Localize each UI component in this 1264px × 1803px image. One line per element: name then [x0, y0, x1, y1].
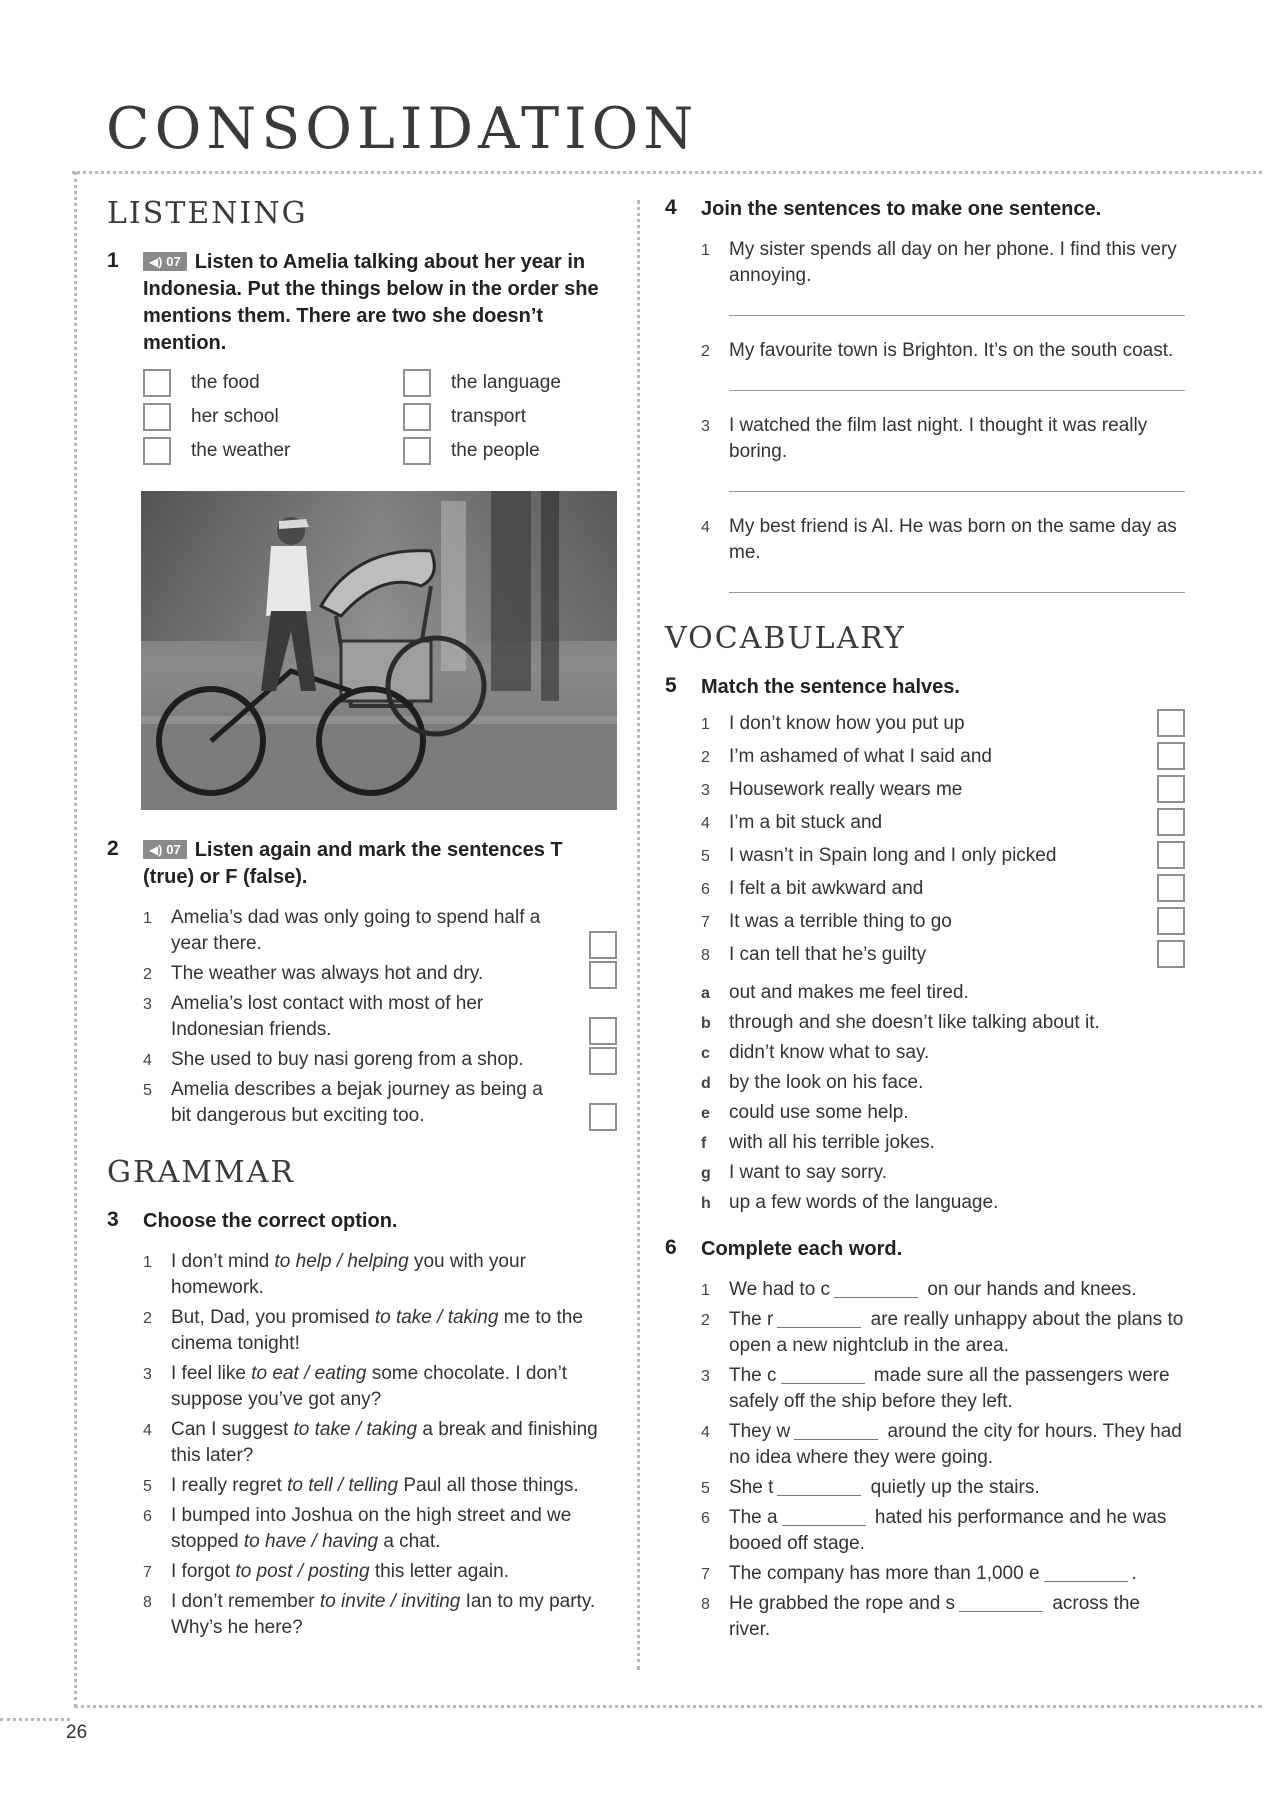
column-divider — [637, 200, 640, 1670]
list-item — [701, 843, 1185, 869]
order-box[interactable] — [143, 369, 171, 397]
tf-box[interactable] — [589, 1047, 617, 1075]
page-number: 26 — [66, 1722, 88, 1743]
item-text: on our hands and knees. — [922, 1279, 1137, 1300]
right-column — [665, 196, 1185, 1647]
exercise-instruction: Match the sentence halves. — [701, 676, 960, 698]
left-column — [107, 196, 617, 1645]
item-letter: d — [701, 1075, 711, 1092]
item-text: I want to say sorry. — [729, 1162, 888, 1183]
exercise-number: 3 — [107, 1208, 119, 1231]
item-text: Housework really wears me — [729, 779, 963, 800]
exercise-1 — [107, 249, 617, 465]
item-text: It was a terrible thing to go — [729, 911, 952, 932]
instruction-text: Listen to Amelia talking about her year in Indonesia. Put the things below in the order she mentions them. There are two she doesn’t mention. — [143, 251, 599, 354]
list-item — [701, 1160, 1185, 1186]
list-item — [701, 942, 1185, 968]
item-number: 5 — [143, 1082, 152, 1099]
item-text: me to the cinema tonight! — [171, 1307, 583, 1354]
item-text: I’m ashamed of what I said and — [729, 746, 992, 767]
option-item[interactable] — [403, 437, 623, 465]
list-item — [701, 1475, 1185, 1501]
list-item — [143, 1305, 617, 1357]
item-text: I don’t know how you put up — [729, 713, 965, 734]
list-item — [701, 909, 1185, 935]
list-item — [701, 1190, 1185, 1216]
word-blank[interactable] — [777, 1476, 861, 1496]
tf-box[interactable] — [589, 931, 617, 959]
option-choice[interactable]: to eat / eating — [251, 1363, 367, 1384]
item-number: 6 — [143, 1508, 152, 1525]
item-number: 3 — [143, 1366, 152, 1383]
item-number: 2 — [701, 1312, 710, 1329]
item-text: My best friend is Al. He was born on the same day as me. — [729, 516, 1177, 563]
item-text: by the look on his face. — [729, 1072, 924, 1093]
order-box[interactable] — [143, 403, 171, 431]
list-item — [143, 1503, 617, 1555]
item-letter: c — [701, 1045, 710, 1062]
rickshaw-photo — [141, 491, 617, 810]
item-number: 5 — [143, 1478, 152, 1495]
list-item — [143, 1361, 617, 1413]
list-item — [701, 1561, 1185, 1587]
item-text: I felt a bit awkward and — [729, 878, 924, 899]
item-text: around the city for hours. They had no idea where they were going. — [729, 1421, 1182, 1468]
item-number: 4 — [143, 1052, 152, 1069]
option-choice[interactable]: to take / taking — [293, 1419, 418, 1440]
item-number: 1 — [701, 1282, 710, 1299]
option-label: the food — [191, 372, 260, 393]
list-item — [701, 1070, 1185, 1096]
exercise-instruction: Complete each word. — [701, 1238, 903, 1260]
word-blank[interactable] — [781, 1364, 865, 1384]
list-item — [701, 1307, 1185, 1359]
list-item — [701, 1505, 1185, 1557]
match-box[interactable] — [1157, 742, 1185, 770]
item-text: made sure all the passengers were safely off the ship before they left. — [729, 1365, 1170, 1412]
list-item — [701, 1130, 1185, 1156]
list-item — [701, 1100, 1185, 1126]
item-text: could use some help. — [729, 1102, 909, 1123]
option-item[interactable] — [143, 369, 403, 397]
match-box[interactable] — [1157, 841, 1185, 869]
list-item — [143, 1077, 617, 1129]
item-text: I can tell that he’s guilty — [729, 944, 927, 965]
match-box[interactable] — [1157, 775, 1185, 803]
list-item — [701, 876, 1185, 902]
list-item — [701, 514, 1185, 566]
tf-box[interactable] — [589, 1017, 617, 1045]
item-text: The company has more than 1,000 e — [729, 1563, 1040, 1584]
exercise-5 — [665, 674, 1185, 1216]
item-text: But, Dad, you promised — [171, 1307, 375, 1328]
item-number: 3 — [143, 996, 152, 1013]
grammar-list — [143, 1249, 617, 1641]
item-text: Paul all those things. — [398, 1475, 579, 1496]
item-text: She used to buy nasi goreng from a shop. — [171, 1049, 524, 1070]
answer-line[interactable] — [729, 315, 1185, 316]
item-text: He grabbed the rope and s — [729, 1593, 956, 1614]
item-number: 2 — [143, 966, 152, 983]
page-title: CONSOLIDATION — [106, 96, 699, 162]
list-item — [701, 1591, 1185, 1643]
option-choice[interactable]: to post / posting — [235, 1561, 370, 1582]
item-text: They w — [729, 1421, 791, 1442]
item-text: The c — [729, 1365, 777, 1386]
item-number: 3 — [701, 782, 710, 799]
item-number: 7 — [143, 1564, 152, 1581]
list-item — [143, 1589, 617, 1641]
list-item — [143, 961, 617, 987]
item-number: 1 — [143, 1254, 152, 1271]
list-item — [143, 1559, 617, 1585]
option-label: transport — [451, 406, 526, 427]
item-text: I bumped into Joshua on the high street and we stopped — [171, 1505, 572, 1552]
item-text: I really regret — [171, 1475, 288, 1496]
footer-divider — [0, 1718, 70, 1721]
item-text: Ian to my party. Why’s he here? — [171, 1591, 596, 1638]
item-number: 2 — [701, 749, 710, 766]
option-choice[interactable]: to help / helping — [274, 1251, 409, 1272]
item-text: My favourite town is Brighton. It’s on the south coast. — [729, 340, 1174, 361]
item-letter: f — [701, 1135, 707, 1152]
answer-line[interactable] — [729, 491, 1185, 492]
list-item — [143, 1047, 617, 1073]
item-text: hated his performance and he was booed off stage. — [729, 1507, 1167, 1554]
item-text: I don’t mind — [171, 1251, 275, 1272]
item-text: I’m a bit stuck and — [729, 812, 883, 833]
speaker-icon: ◀) — [149, 843, 163, 857]
exercise-4 — [665, 196, 1185, 593]
item-number: 8 — [143, 1594, 152, 1611]
item-text: you with your homework. — [171, 1251, 526, 1298]
item-text: She t — [729, 1477, 774, 1498]
option-grid — [143, 369, 617, 465]
list-item — [143, 1249, 617, 1301]
option-item[interactable] — [403, 369, 623, 397]
option-choice[interactable]: to invite / inviting — [319, 1591, 461, 1612]
item-number: 1 — [701, 716, 710, 733]
item-text: through and she doesn’t like talking about it. — [729, 1012, 1100, 1033]
match-box[interactable] — [1157, 940, 1185, 968]
exercise-6 — [665, 1236, 1185, 1643]
word-blank[interactable] — [1044, 1562, 1128, 1582]
option-item[interactable] — [143, 437, 403, 465]
list-item — [701, 413, 1185, 465]
option-choice[interactable]: to take / taking — [374, 1307, 499, 1328]
item-text: My sister spends all day on her phone. I find this very annoying. — [729, 239, 1177, 286]
answer-line[interactable] — [729, 592, 1185, 593]
item-number: 4 — [701, 815, 710, 832]
grammar-heading: GRAMMAR — [107, 1155, 295, 1190]
item-number: 1 — [701, 242, 710, 259]
word-blank[interactable] — [959, 1592, 1043, 1612]
item-text: this letter again. — [369, 1561, 509, 1582]
item-letter: a — [701, 985, 710, 1002]
match-box[interactable] — [1157, 709, 1185, 737]
left-border — [74, 172, 77, 1707]
listening-heading: LISTENING — [107, 196, 308, 231]
item-letter: h — [701, 1195, 711, 1212]
list-item — [143, 905, 617, 957]
item-letter: b — [701, 1015, 711, 1032]
item-text: I wasn’t in Spain long and I only picked — [729, 845, 1057, 866]
item-letter: e — [701, 1105, 710, 1122]
list-item — [701, 1363, 1185, 1415]
tf-box[interactable] — [589, 1103, 617, 1131]
exercise-instruction — [143, 249, 617, 357]
option-label: the people — [451, 440, 540, 461]
match-box[interactable] — [1157, 874, 1185, 902]
tf-box[interactable] — [589, 961, 617, 989]
exercise-2 — [107, 837, 617, 1129]
option-label: her school — [191, 406, 279, 427]
order-box[interactable] — [403, 403, 431, 431]
option-item[interactable] — [403, 403, 623, 431]
item-number: 4 — [701, 519, 710, 536]
exercise-number: 1 — [107, 249, 119, 272]
second-halves-list — [701, 980, 1185, 1216]
item-number: 2 — [701, 343, 710, 360]
item-number: 4 — [143, 1422, 152, 1439]
item-text: are really unhappy about the plans to open a new nightclub in the area. — [729, 1309, 1184, 1356]
order-box[interactable] — [403, 437, 431, 465]
exercise-number: 5 — [665, 674, 677, 697]
item-number: 7 — [701, 914, 710, 931]
list-item — [701, 1419, 1185, 1471]
match-box[interactable] — [1157, 808, 1185, 836]
exercise-instruction — [143, 837, 617, 891]
option-label: the weather — [191, 440, 291, 461]
item-number: 3 — [701, 418, 710, 435]
item-text: a chat. — [378, 1531, 441, 1552]
bottom-divider — [74, 1705, 1262, 1708]
item-number: 5 — [701, 848, 710, 865]
item-number: 8 — [701, 947, 710, 964]
item-text: up a few words of the language. — [729, 1192, 999, 1213]
item-text: a break and finishing this later? — [171, 1419, 598, 1466]
match-box[interactable] — [1157, 907, 1185, 935]
list-item — [701, 980, 1185, 1006]
word-blank[interactable] — [834, 1278, 918, 1298]
list-item — [701, 777, 1185, 803]
join-list — [701, 237, 1185, 593]
item-text: quietly up the stairs. — [865, 1477, 1040, 1498]
item-text: I watched the film last night. I thought it was really boring. — [729, 415, 1148, 462]
item-text: The weather was always hot and dry. — [171, 963, 484, 984]
item-text: I forgot — [171, 1561, 236, 1582]
item-number: 1 — [143, 910, 152, 927]
option-label: the language — [451, 372, 561, 393]
vocabulary-heading: VOCABULARY — [665, 621, 906, 656]
list-item — [143, 1417, 617, 1469]
answer-line[interactable] — [729, 390, 1185, 391]
word-blank[interactable] — [777, 1308, 861, 1328]
item-text: didn’t know what to say. — [729, 1042, 930, 1063]
item-text: Amelia’s lost contact with most of her Indonesian friends. — [171, 993, 484, 1040]
item-text: Amelia describes a bejak journey as being a bit dangerous but exciting too. — [171, 1079, 543, 1126]
item-number: 2 — [143, 1310, 152, 1327]
tf-list — [143, 905, 617, 1129]
speaker-icon: ◀) — [149, 255, 163, 269]
item-number: 4 — [701, 1424, 710, 1441]
list-item — [701, 1277, 1185, 1303]
item-text: I don’t remember — [171, 1591, 320, 1612]
audio-track-number: 07 — [166, 842, 181, 857]
exercise-number: 6 — [665, 1236, 677, 1259]
instruction-text: Listen again and mark the sentences T (true) or F (false). — [143, 839, 563, 888]
exercise-number: 4 — [665, 196, 677, 219]
item-text: Amelia’s dad was only going to spend half a year there. — [171, 907, 541, 954]
option-item[interactable] — [143, 403, 403, 431]
complete-word-list — [701, 1277, 1185, 1643]
order-box[interactable] — [403, 369, 431, 397]
item-number: 3 — [701, 1368, 710, 1385]
item-text: The r — [729, 1309, 774, 1330]
item-number: 8 — [701, 1596, 710, 1613]
list-item — [701, 1010, 1185, 1036]
item-number: 5 — [701, 1480, 710, 1497]
item-text: We had to c — [729, 1279, 831, 1300]
list-item — [701, 1040, 1185, 1066]
audio-track-badge[interactable] — [143, 252, 187, 271]
item-letter: g — [701, 1165, 711, 1182]
exercise-number: 2 — [107, 837, 119, 860]
list-item — [143, 1473, 617, 1499]
item-text: out and makes me feel tired. — [729, 982, 969, 1003]
audio-track-badge[interactable] — [143, 840, 187, 859]
exercise-instruction: Join the sentences to make one sentence. — [701, 198, 1102, 220]
item-number: 6 — [701, 881, 710, 898]
exercise-3 — [107, 1208, 617, 1641]
top-divider — [72, 171, 1262, 174]
item-text: with all his terrible jokes. — [729, 1132, 935, 1153]
item-number: 7 — [701, 1566, 710, 1583]
list-item — [143, 991, 617, 1043]
word-blank[interactable] — [794, 1420, 878, 1440]
list-item — [701, 744, 1185, 770]
order-box[interactable] — [143, 437, 171, 465]
item-number: 6 — [701, 1510, 710, 1527]
audio-track-number: 07 — [166, 254, 181, 269]
item-text: across the river. — [729, 1593, 1140, 1640]
list-item — [701, 810, 1185, 836]
item-text: Can I suggest — [171, 1419, 294, 1440]
option-choice[interactable]: to tell / telling — [287, 1475, 399, 1496]
item-text: some chocolate. I don’t suppose you’ve got any? — [171, 1363, 568, 1410]
item-text: . — [1131, 1563, 1137, 1584]
list-item — [701, 711, 1185, 737]
list-item — [701, 237, 1185, 289]
item-text: The a — [729, 1507, 778, 1528]
word-blank[interactable] — [782, 1506, 866, 1526]
item-text: I feel like — [171, 1363, 252, 1384]
first-halves-list — [701, 711, 1185, 968]
list-item — [701, 338, 1185, 364]
exercise-instruction: Choose the correct option. — [143, 1210, 398, 1232]
option-choice[interactable]: to have / having — [243, 1531, 379, 1552]
